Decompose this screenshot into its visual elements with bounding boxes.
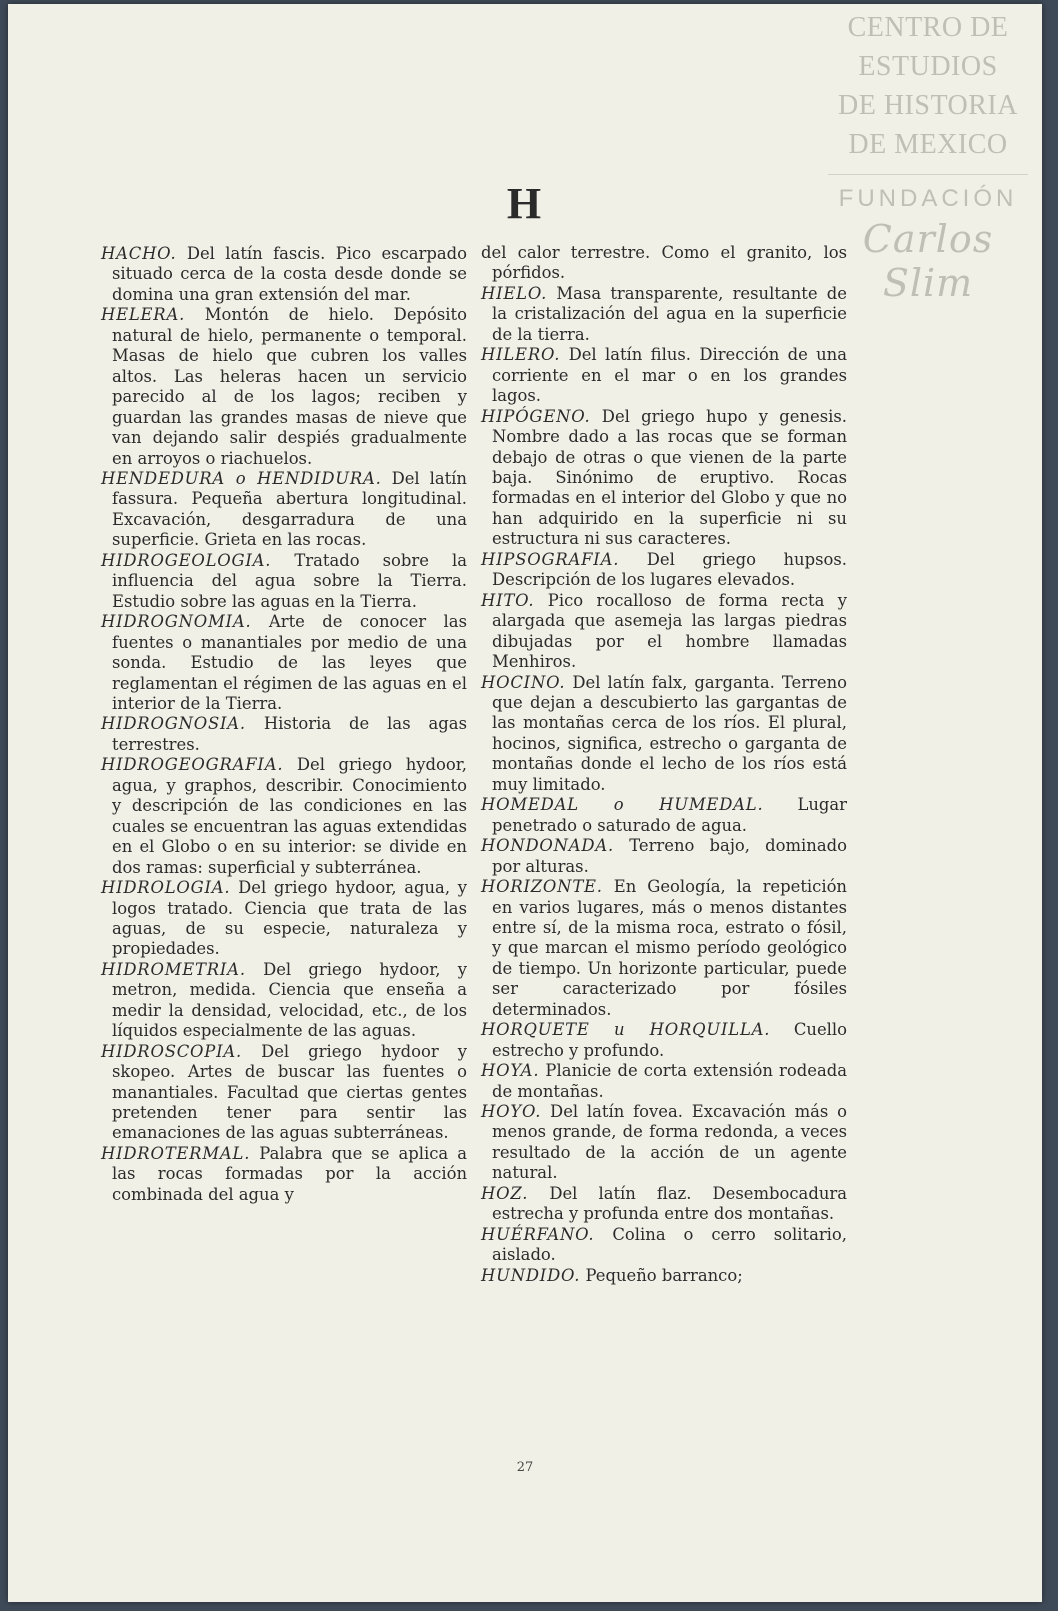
entry-definition: Montón de hielo. Depósito natural de hielo, permanente o temporal. Masas de hielo que cubren los valles altos. Las heleras hacen un servicio parecido al de los lagos; reciben y guardan las grandes masas de nieve que van dejando salir despiés gradualmente en arroyos o riachuelos. — [112, 305, 467, 468]
glossary-entry — [101, 755, 467, 878]
entry-definition: Del latín fassura. Pequeña abertura longitudinal. Excavación, desgarradura de una superficie. Grieta en las rocas. — [112, 468, 467, 550]
entry-definition: Del griego hydoor y skopeo. Artes de buscar las fuentes o manantiales. Facultad que ciertas gentes pretenden tener para sentir las emanaciones de las aguas subterráneas. — [112, 1041, 467, 1143]
entry-term: HORQUETE u HORQUILLA. — [481, 1020, 771, 1040]
glossary-entry — [101, 612, 467, 714]
glossary-entry — [101, 1042, 467, 1144]
entry-term: HIELO. — [481, 283, 548, 303]
entry-term: HIDROGEOLOGIA. — [101, 550, 272, 570]
entry-definition: Historia de las agas terrestres. — [112, 714, 467, 754]
glossary-entry — [481, 1184, 847, 1225]
entry-definition: Del griego hydoor, agua, y graphos, describir. Conocimiento y descripción de las condiciones en las cuales se encuentran las aguas extendidas en el Globo o en su interior: se divide en dos ramas: superficial y subterránea. — [112, 755, 467, 877]
entry-definition: Del griego hupsos. Descripción de los lugares elevados. — [492, 549, 847, 590]
entry-term: HIDROGEOGRAFIA. — [101, 755, 284, 775]
glossary-entry — [481, 836, 847, 877]
entry-definition: En Geología, la repetición en varios lugares, más o menos distantes entre sí, de la misma roca, estrato o fósil, y que marcan el mismo período geológico de tiempo. Un horizonte particular, puede ser caracterizado por fósiles determinados. — [492, 877, 847, 1019]
entry-term: HIDROLOGIA. — [101, 878, 231, 898]
entry-term: HUÉRFANO. — [481, 1224, 595, 1244]
entry-definition: del calor terrestre. Como el granito, los pórfidos. — [481, 243, 847, 283]
watermark-line-2: ESTUDIOS — [858, 51, 998, 82]
page-number: 27 — [516, 1460, 534, 1475]
entry-definition: Del griego hydoor, agua, y logos tratado. Ciencia que trata de las aguas, de su especie, naturaleza y propiedades. — [112, 878, 467, 959]
glossary-entry — [481, 345, 847, 406]
watermark-foundation: FUNDACIÓN — [828, 174, 1028, 213]
entry-definition: Planicie de corta extensión rodeada de montañas. — [492, 1061, 847, 1101]
glossary-entry — [101, 714, 467, 755]
entry-definition: Colina o cerro solitario, aislado. — [492, 1224, 847, 1265]
entry-definition: Pico rocalloso de forma recta y alargada que asemeja las largas piedras dibujadas por el hombre llamadas Menhiros. — [492, 590, 847, 672]
entry-term: HIDROSCOPIA. — [101, 1041, 243, 1061]
glossary-entry — [101, 878, 467, 960]
entry-term: HOYO. — [481, 1102, 542, 1122]
glossary-entry-continuation — [481, 243, 847, 284]
entry-term: HIDROGNOSIA. — [101, 714, 246, 734]
entry-definition: Tratado sobre la influencia del agua sobre la Tierra. Estudio sobre las aguas en la Tierra. — [112, 550, 467, 611]
entry-term: HOMEDAL o HUMEDAL. — [481, 795, 764, 815]
entry-term: HILERO. — [481, 345, 561, 365]
entry-term: HOZ. — [481, 1183, 529, 1203]
entry-definition: Del latín fascis. Pico escarpado situado cerca de la costa desde donde se domina una gran extensión del mar. — [112, 244, 467, 304]
entry-definition: Del latín filus. Dirección de una corriente en el mar o en los grandes lagos. — [492, 345, 847, 406]
entry-term: HONDONADA. — [481, 836, 615, 856]
section-letter: H — [506, 179, 544, 228]
glossary-entry — [481, 550, 847, 591]
entry-definition: Palabra que se aplica a las rocas formadas por la acción combinada del agua y — [112, 1143, 467, 1204]
watermark-signature: Carlos Slim — [862, 217, 994, 305]
entry-term: HORIZONTE. — [481, 877, 603, 897]
entry-definition: Del griego hydoor, y metron, medida. Ciencia que enseña a medir la densidad, velocidad, etc., de los líquidos especialmente de las aguas. — [112, 959, 467, 1041]
entry-definition: Masa transparente, resultante de la cristalización del agua en la superficie de la tierra. — [492, 283, 847, 344]
entry-term: HITO. — [481, 590, 535, 610]
entry-term: HIPÓGENO. — [481, 406, 591, 426]
glossary-entry — [101, 960, 467, 1042]
entry-term: HENDEDURA o HENDIDURA. — [101, 468, 382, 488]
entry-term: HIDROTERMAL. — [101, 1143, 251, 1163]
entry-definition: Lugar penetrado o saturado de agua. — [492, 795, 847, 835]
entry-definition: Del latín flaz. Desembocadura estrecha y profunda entre dos montañas. — [492, 1183, 847, 1224]
glossary-entry — [481, 591, 847, 673]
entry-term: HIPSOGRAFIA. — [481, 549, 620, 569]
glossary-entry — [481, 673, 847, 796]
entry-definition: Cuello estrecho y profundo. — [492, 1020, 847, 1060]
glossary-entry — [481, 877, 847, 1020]
glossary-entry — [481, 1020, 847, 1061]
entry-term: HACHO. — [101, 244, 177, 263]
glossary-entry — [481, 795, 847, 836]
entry-definition: Del latín falx, garganta. Terreno que dejan a descubierto las gargantas de las montañas cerca de los ríos. El plural, hocinos, significa, estrecho o garganta de montañas donde el lecho de los ríos está muy limitado. — [492, 672, 848, 794]
watermark-line-1: CENTRO DE — [847, 12, 1009, 43]
entry-term: HELERA. — [101, 305, 186, 325]
glossary-entry — [101, 244, 467, 305]
glossary-entry — [481, 1102, 847, 1184]
entry-definition: Pequeño barranco; — [585, 1265, 743, 1285]
entry-definition: Del latín fovea. Excavación más o menos grande, de forma redonda, a veces resultado de la acción de un agente natural. — [492, 1102, 847, 1183]
glossary-entry — [101, 469, 467, 551]
glossary-entry — [101, 1144, 467, 1205]
watermark-line-3: DE HISTORIA — [838, 90, 1018, 121]
entry-term: HOCINO. — [481, 672, 566, 692]
glossary-entry — [481, 1061, 847, 1102]
entry-term: HOYA. — [481, 1061, 540, 1081]
entry-definition: Del griego hupo y genesis. Nombre dado a las rocas que se forman debajo de otras o que vienen de la parte baja. Sinónimo de eruptivo. Rocas formadas en el interior del Globo y que no han adquirido en la superficie ni su estructura ni sus caracteres. — [492, 406, 847, 549]
entry-term: HIDROGNOMIA. — [101, 612, 252, 632]
glossary-entry — [101, 551, 467, 612]
entry-definition: Terreno bajo, dominado por alturas. — [492, 836, 847, 876]
archive-watermark — [828, 8, 1028, 305]
glossary-entry — [481, 1225, 847, 1266]
watermark-line-4: DE MEXICO — [848, 129, 1008, 160]
entry-definition: Arte de conocer las fuentes o manantiales por medio de una sonda. Estudio de las leyes que reglamentan el régimen de las aguas en el interior de la Tierra. — [112, 612, 467, 713]
left-column — [101, 244, 467, 1205]
glossary-entry — [481, 284, 847, 345]
glossary-entry — [101, 305, 467, 469]
right-column — [481, 243, 847, 1286]
entry-term: HIDROMETRIA. — [101, 959, 246, 979]
glossary-entry — [481, 1266, 847, 1286]
book-page — [8, 4, 1042, 1602]
entry-term: HUNDIDO. — [481, 1265, 581, 1285]
glossary-entry — [481, 407, 847, 550]
